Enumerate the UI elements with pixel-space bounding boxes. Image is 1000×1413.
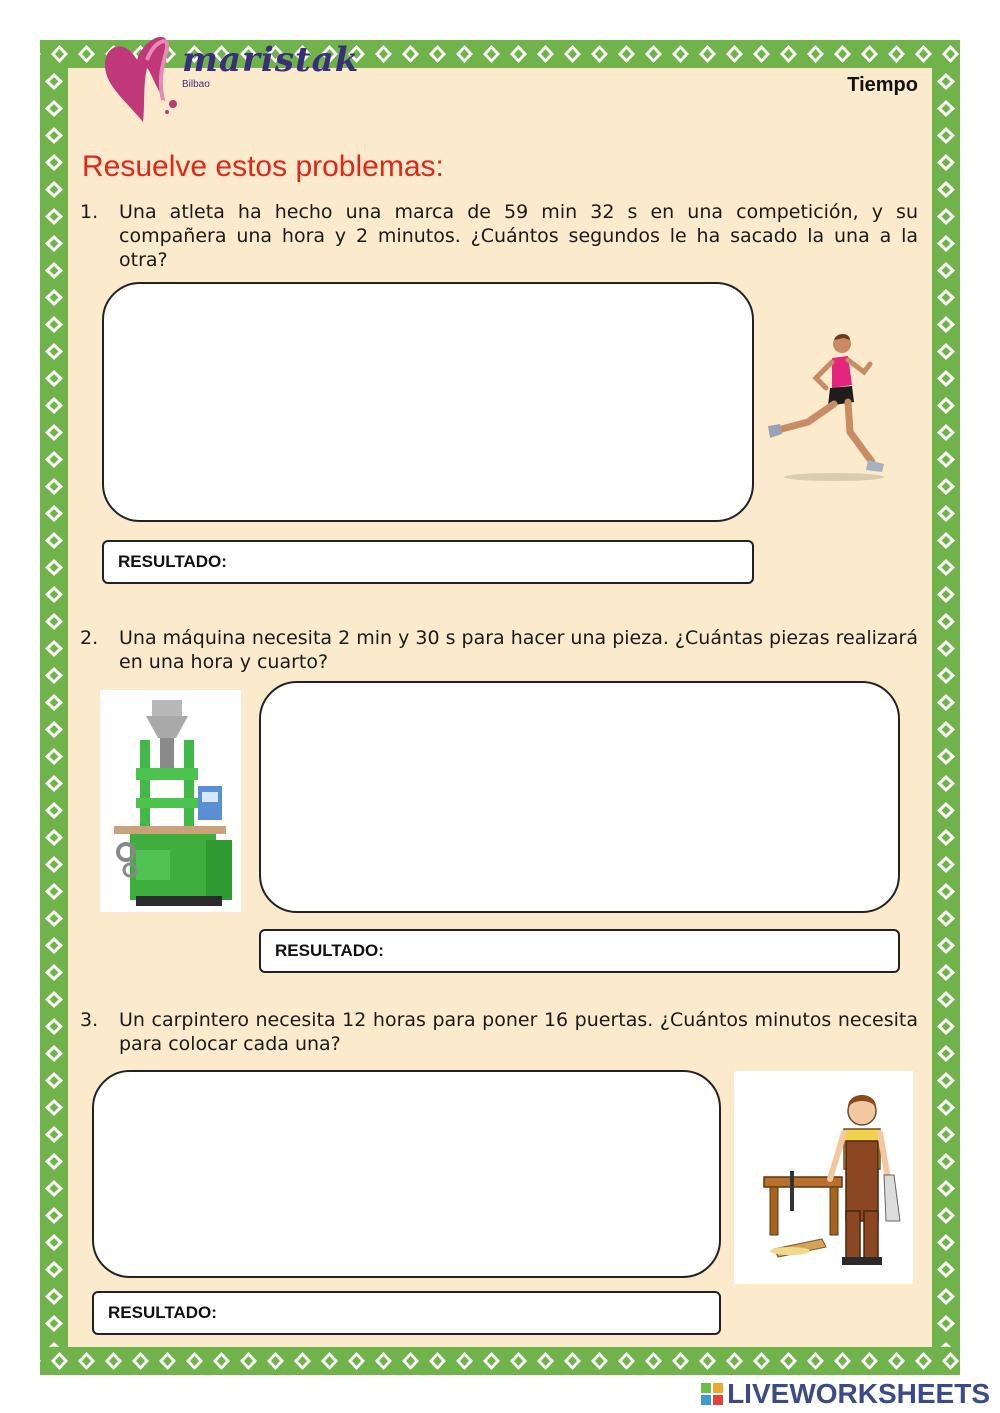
diamond-border-pattern bbox=[40, 68, 68, 1347]
result-field-3[interactable] bbox=[92, 1291, 721, 1335]
carpenter-image bbox=[734, 1071, 913, 1284]
result-label: RESULTADO: bbox=[275, 941, 384, 960]
answer-box-2[interactable] bbox=[259, 681, 900, 913]
result-field-1[interactable] bbox=[102, 540, 754, 584]
decorative-border-left bbox=[40, 68, 68, 1347]
topic-label: Tiempo bbox=[847, 74, 918, 96]
brand-label: LIVEWORKSHEETS bbox=[727, 1378, 990, 1409]
diamond-border-pattern bbox=[40, 1347, 960, 1375]
liveworksheets-logo-icon bbox=[701, 1383, 723, 1405]
result-field-2[interactable] bbox=[259, 929, 900, 973]
decorative-border-right bbox=[932, 68, 960, 1347]
problem-1 bbox=[80, 200, 918, 272]
problem-number: 3. bbox=[80, 1009, 99, 1031]
runner-image bbox=[764, 330, 894, 485]
logo-wordmark: maristak bbox=[182, 40, 360, 80]
problem-number: 2. bbox=[80, 627, 99, 649]
liveworksheets-brand bbox=[701, 1379, 990, 1409]
page-title: Resuelve estos problemas: bbox=[82, 150, 444, 183]
result-label: RESULTADO: bbox=[108, 1303, 217, 1322]
answer-box-1[interactable] bbox=[102, 282, 754, 522]
decorative-border-bottom bbox=[40, 1347, 960, 1375]
problem-text: Una atleta ha hecho una marca de 59 min 32 s en una competición, y su compañera una hora y 2 minutos. ¿Cuántos segundos le ha sacado la una a la otra? bbox=[119, 201, 918, 271]
machine-image bbox=[100, 690, 241, 912]
problem-2 bbox=[80, 626, 918, 674]
result-label: RESULTADO: bbox=[118, 552, 227, 571]
problem-number: 1. bbox=[80, 201, 99, 223]
diamond-border-pattern bbox=[932, 68, 960, 1347]
problem-3 bbox=[80, 1008, 918, 1056]
problem-text: Una máquina necesita 2 min y 30 s para hacer una pieza. ¿Cuántas piezas realizará en una hora y cuarto? bbox=[119, 627, 918, 673]
answer-box-3[interactable] bbox=[92, 1070, 721, 1278]
logo-subtitle: Bilbao bbox=[182, 79, 210, 90]
problem-text: Un carpintero necesita 12 horas para poner 16 puertas. ¿Cuántos minutos necesita para colocar cada una? bbox=[119, 1009, 918, 1055]
